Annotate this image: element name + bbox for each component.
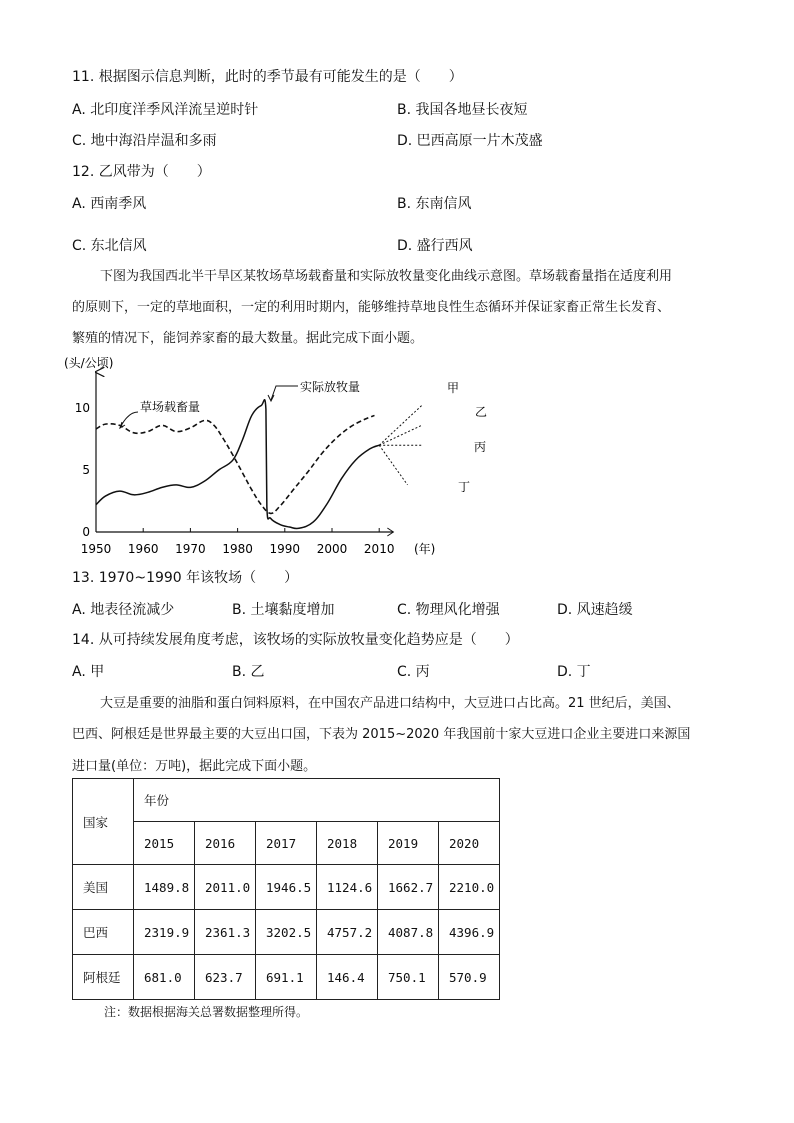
chart-x-tick-label: 1980 bbox=[222, 542, 253, 556]
q12-option-b: B. 东南信风 bbox=[397, 196, 472, 212]
q11-stem: 11. 根据图示信息判断，此时的季节最有可能发生的是（ ） bbox=[72, 69, 463, 85]
value-cell: 1662.7 bbox=[378, 865, 439, 910]
q14-stem: 14. 从可持续发展角度考虑，该牧场的实际放牧量变化趋势应是（ ） bbox=[72, 632, 519, 648]
year-cell: 2015 bbox=[134, 822, 195, 865]
chart-ylabel: (头/公顷) bbox=[64, 356, 114, 370]
actual-grazing-line bbox=[96, 400, 379, 529]
country-cell: 阿根廷 bbox=[73, 955, 134, 1000]
q13-stem: 13. 1970~1990 年该牧场（ ） bbox=[72, 570, 299, 586]
value-cell: 146.4 bbox=[317, 955, 378, 1000]
carrying-capacity-line bbox=[96, 415, 374, 513]
value-cell: 3202.5 bbox=[256, 910, 317, 955]
q14-option-c: C. 丙 bbox=[397, 664, 430, 680]
chart-x-tick-label: 1960 bbox=[127, 542, 159, 556]
trend-label-ding: 丁 bbox=[458, 480, 471, 494]
chart-x-tick-label: 1970 bbox=[175, 542, 206, 556]
country-cell: 巴西 bbox=[73, 910, 134, 955]
value-cell: 2011.0 bbox=[195, 865, 256, 910]
chart-y-tick-label: 10 bbox=[74, 401, 90, 415]
value-cell: 681.0 bbox=[134, 955, 195, 1000]
value-cell: 691.1 bbox=[256, 955, 317, 1000]
chart-y-tick-label: 0 bbox=[82, 525, 90, 539]
q12-option-a: A. 西南季风 bbox=[72, 196, 147, 212]
passage1-line-3: 繁殖的情况下，能饲养家畜的最大数量。据此完成下面小题。 bbox=[72, 331, 424, 346]
q12-option-d: D. 盛行西风 bbox=[397, 238, 473, 254]
q11-option-a: A. 北印度洋季风洋流呈逆时针 bbox=[72, 102, 259, 118]
q12-option-c: C. 东北信风 bbox=[72, 238, 147, 254]
table-row bbox=[73, 910, 500, 955]
q13-option-d: D. 风速趋缓 bbox=[557, 602, 633, 618]
soybean-import-table bbox=[72, 778, 500, 1000]
q14-option-b: B. 乙 bbox=[232, 664, 265, 680]
table-row bbox=[73, 955, 500, 1000]
chart-y-tick-label: 5 bbox=[82, 463, 90, 477]
passage2-line-2: 巴西、阿根廷是世界最主要的大豆出口国，下表为 2015~2020 年我国前十家大豆进口企业主要进口来源国 bbox=[72, 727, 691, 742]
trend-line-丁 bbox=[379, 445, 407, 485]
q12-stem: 12. 乙风带为（ ） bbox=[72, 164, 211, 180]
q11-option-c: C. 地中海沿岸温和多雨 bbox=[72, 133, 217, 149]
year-cell: 2020 bbox=[439, 822, 500, 865]
value-cell: 1124.6 bbox=[317, 865, 378, 910]
chart-x-tick-label: 2000 bbox=[316, 542, 348, 556]
passage2-line-3: 进口量(单位：万吨)，据此完成下面小题。 bbox=[72, 759, 317, 774]
value-cell: 4757.2 bbox=[317, 910, 378, 955]
passage1-line-1: 下图为我国西北半干旱区某牧场草场载畜量和实际放牧量变化曲线示意图。草场载畜量指在适度利用 bbox=[100, 269, 673, 284]
year-cell: 2018 bbox=[317, 822, 378, 865]
table-header-row bbox=[73, 779, 500, 822]
q11-option-d: D. 巴西高原一片木茂盛 bbox=[397, 133, 543, 149]
value-cell: 2319.9 bbox=[134, 910, 195, 955]
trend-line-甲 bbox=[379, 406, 421, 446]
value-cell: 1946.5 bbox=[256, 865, 317, 910]
value-cell: 2361.3 bbox=[195, 910, 256, 955]
year-cell: 2016 bbox=[195, 822, 256, 865]
value-cell: 4087.8 bbox=[378, 910, 439, 955]
trend-label-yi: 乙 bbox=[475, 405, 488, 419]
chart-x-tick-label: 1950 bbox=[80, 542, 112, 556]
trend-line-乙 bbox=[379, 425, 421, 445]
value-cell: 1489.8 bbox=[134, 865, 195, 910]
annotation-carrying-capacity: 草场载畜量 bbox=[140, 400, 201, 414]
year-header-cell: 年份 bbox=[134, 779, 500, 822]
table-row bbox=[73, 865, 500, 910]
passage1-line-2: 的原则下，一定的草地面积，一定的利用时期内，能够维持草地良性生态循环并保证家畜正常生长发育、 bbox=[72, 300, 671, 315]
q13-option-b: B. 土壤黏度增加 bbox=[232, 602, 335, 618]
value-cell: 750.1 bbox=[378, 955, 439, 1000]
value-cell: 4396.9 bbox=[439, 910, 500, 955]
value-cell: 570.9 bbox=[439, 955, 500, 1000]
q13-option-c: C. 物理风化增强 bbox=[397, 602, 500, 618]
trend-label-jia: 甲 bbox=[447, 381, 460, 395]
country-header-cell: 国家 bbox=[73, 779, 134, 865]
q14-option-a: A. 甲 bbox=[72, 664, 105, 680]
q14-option-d: D. 丁 bbox=[557, 664, 591, 680]
trend-label-bing: 丙 bbox=[474, 440, 487, 454]
year-cell: 2017 bbox=[256, 822, 317, 865]
q11-option-b: B. 我国各地昼长夜短 bbox=[397, 102, 528, 118]
chart-x-tick-label: 2010 bbox=[363, 542, 395, 556]
chart-xlabel: (年) bbox=[414, 542, 436, 556]
table-note: 注：数据根据海关总署数据整理所得。 bbox=[104, 1005, 309, 1019]
country-cell: 美国 bbox=[73, 865, 134, 910]
value-cell: 2210.0 bbox=[439, 865, 500, 910]
q13-option-a: A. 地表径流减少 bbox=[72, 602, 175, 618]
passage2-line-1: 大豆是重要的油脂和蛋白饲料原料，在中国农产品进口结构中，大豆进口占比高。21 世纪后，美国、 bbox=[100, 696, 680, 711]
annotation-actual-grazing: 实际放牧量 bbox=[300, 380, 361, 394]
chart-x-tick-label: 1990 bbox=[269, 542, 301, 556]
year-cell: 2019 bbox=[378, 822, 439, 865]
table-years-row bbox=[73, 822, 500, 865]
value-cell: 623.7 bbox=[195, 955, 256, 1000]
grazing-chart bbox=[60, 348, 488, 563]
